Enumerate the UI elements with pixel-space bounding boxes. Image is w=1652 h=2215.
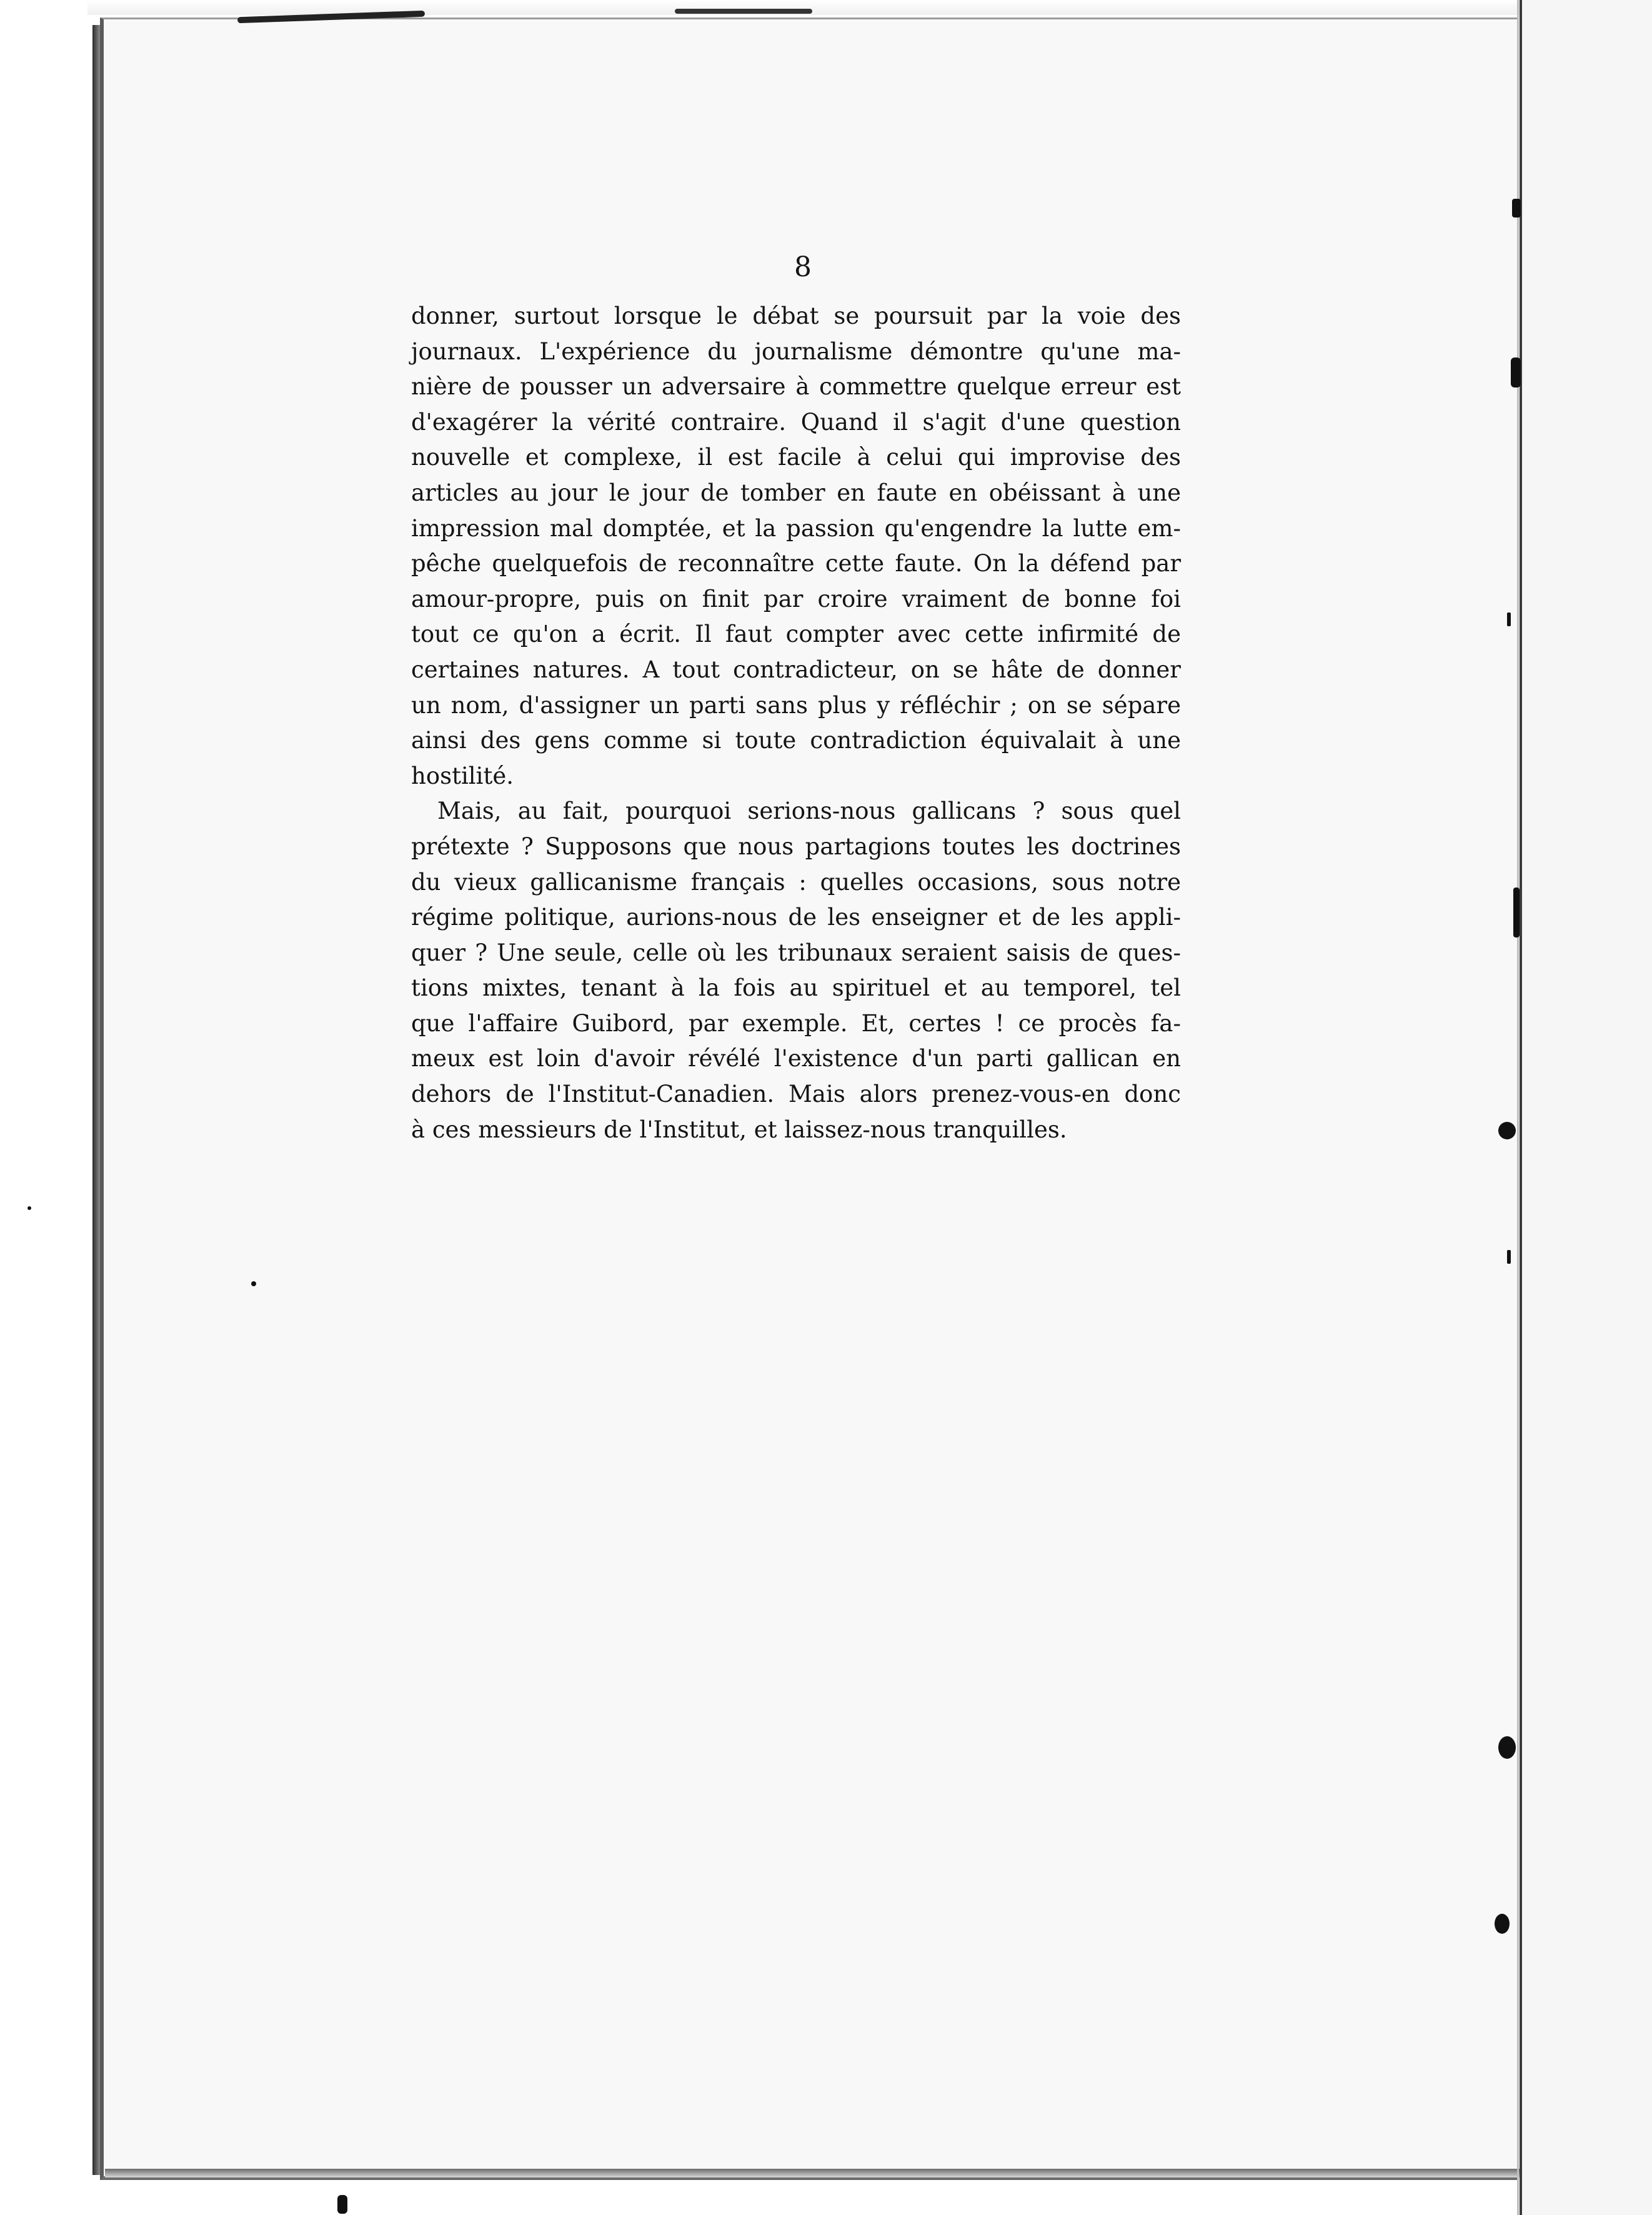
- text-line: régime politique, aurions-nous de les enseigner et de les appli-: [411, 904, 1181, 931]
- body-text: [411, 299, 1181, 1148]
- text-line: à ces messieurs de l'Institut, et laissez-nous tranquilles.: [411, 1116, 1067, 1143]
- top-scan-stroke-2: [675, 9, 812, 14]
- page-bottom-edge: [105, 2169, 1580, 2178]
- paragraph: [411, 794, 1181, 1148]
- text-line: que l'affaire Guibord, par exemple. Et, certes ! ce procès fa-: [411, 1009, 1181, 1037]
- text-line: tions mixtes, tenant à la fois au spirituel et au temporel, tel: [411, 974, 1181, 1002]
- scan-speck: [1495, 1914, 1510, 1934]
- page-number: 8: [794, 251, 812, 283]
- text-line: hostilité.: [411, 762, 514, 789]
- text-line: amour-propre, puis on finit par croire vraiment de bonne foi: [411, 585, 1181, 612]
- text-line: d'exagérer la vérité contraire. Quand il s'agit d'une question: [411, 408, 1181, 436]
- text-line: articles au jour le jour de tomber en faute en obéissant à une: [411, 479, 1181, 506]
- text-line: journaux. L'expérience du journalisme démontre qu'une ma-: [411, 338, 1181, 365]
- text-line: dehors de l'Institut-Canadien. Mais alors prenez-vous-en donc: [411, 1081, 1181, 1108]
- text-line: impression mal domptée, et la passion qu'engendre la lutte em-: [411, 514, 1181, 542]
- scan-speck: [1498, 1122, 1516, 1139]
- scan-speck: [1507, 612, 1511, 626]
- text-line: prétexte ? Supposons que nous partagions toutes les doctrines: [411, 832, 1181, 860]
- scan-speck: [337, 2195, 347, 2214]
- scan-speck: [1513, 888, 1520, 938]
- text-line: meux est loin d'avoir révélé l'existence d'un parti gallican en: [411, 1045, 1181, 1072]
- text-line: quer ? Une seule, celle où les tribunaux seraient saisis de ques-: [411, 939, 1181, 966]
- scan-speck: [27, 1206, 31, 1210]
- scan-speck: [251, 1281, 256, 1286]
- scan-speck: [1511, 358, 1521, 388]
- scan-speck: [1498, 1736, 1516, 1759]
- scan-speck: [1507, 1250, 1511, 1264]
- text-line: du vieux gallicanisme français : quelles occasions, sous notre: [411, 868, 1181, 896]
- text-line: Mais, au fait, pourquoi serions-nous gallicans ? sous quel: [437, 798, 1181, 825]
- text-line: nière de pousser un adversaire à commettre quelque erreur est: [411, 373, 1181, 401]
- paragraph: [411, 299, 1181, 794]
- adjacent-page-edge: [1520, 0, 1652, 2215]
- text-line: tout ce qu'on a écrit. Il faut compter avec cette infirmité de: [411, 621, 1181, 648]
- scan-speck: [1512, 199, 1521, 218]
- text-line: pêche quelquefois de reconnaître cette faute. On la défend par: [411, 550, 1181, 578]
- text-line: ainsi des gens comme si toute contradiction équivalait à une: [411, 727, 1181, 754]
- text-line: un nom, d'assigner un parti sans plus y réfléchir ; on se sépare: [411, 691, 1181, 719]
- gutter-line: [1517, 0, 1519, 2215]
- text-line: donner, surtout lorsque le débat se poursuit par la voie des: [411, 302, 1181, 329]
- text-line: certaines natures. A tout contradicteur, on se hâte de donner: [411, 656, 1181, 683]
- text-line: nouvelle et complexe, il est facile à celui qui improvise des: [411, 444, 1181, 471]
